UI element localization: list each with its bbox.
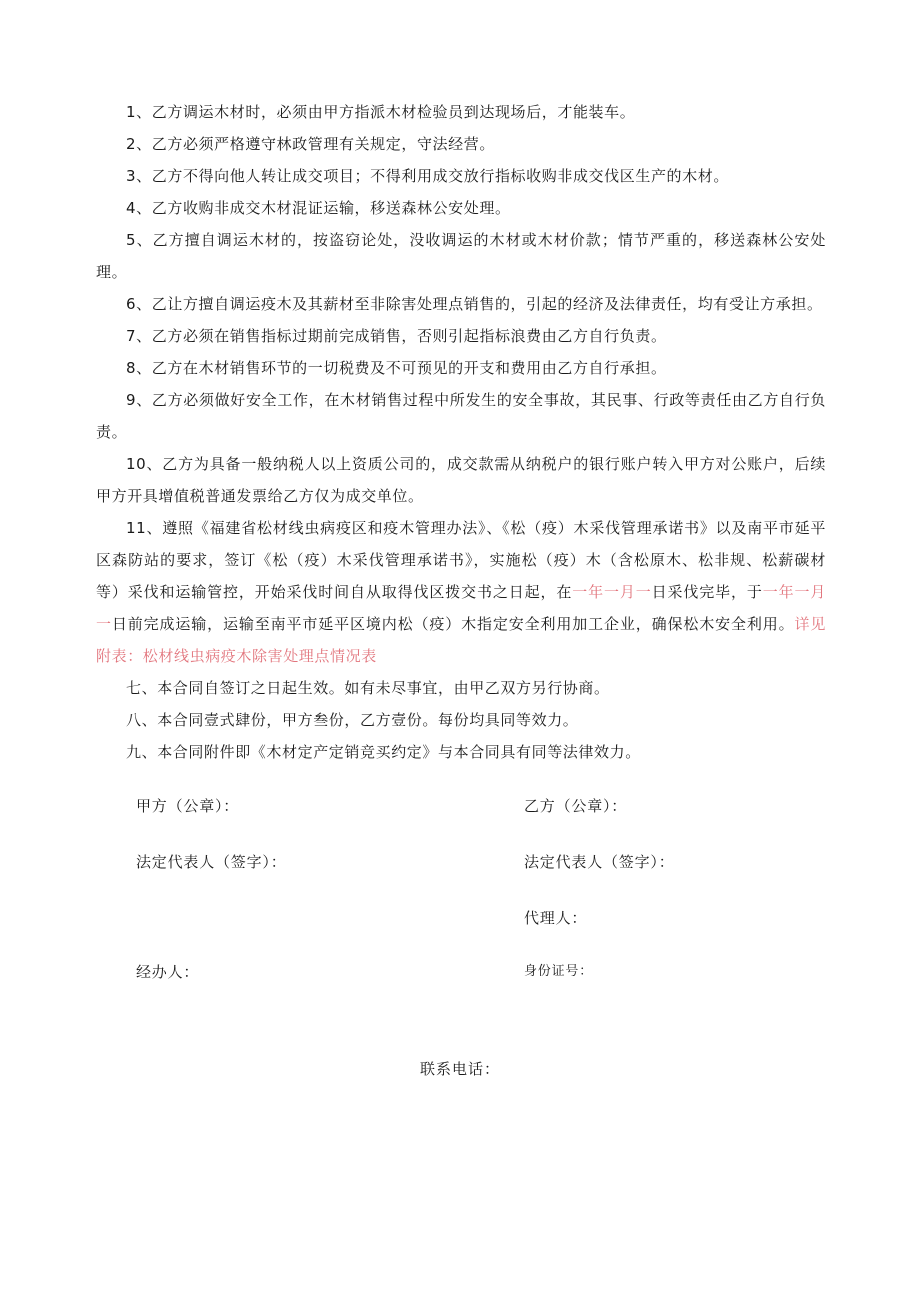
clause-text: 11、遵照《福建省松材线虫病疫区和疫木管理办法》、《松（疫）木采伐管理承诺书》以及南平市延平区森防站的要求，签订《松（疫）木采伐管理承诺书》，实施松（疫）木（含松原木、松非规、松薪碳材等）采伐和运输管控，开始采伐时间自从取得伐区拨交书之日起，在	[96, 519, 826, 601]
party-a-seal-label: 甲方（公章）：	[136, 797, 240, 815]
clause-text: 1、乙方调运木材时，必须由甲方指派木材检验员到达现场后，才能装车。	[126, 103, 636, 121]
clause-text: 七、本合同自签订之日起生效。如有未尽事宜，由甲乙双方另行协商。	[126, 679, 610, 697]
clause-paragraph	[96, 160, 826, 192]
clause-paragraph	[96, 736, 826, 768]
highlighted-text: 详见附表：松材线虫病疫木除害处理点情况表	[96, 615, 827, 665]
clause-paragraph	[96, 128, 826, 160]
clause-text: 日前完成运输，运输至南平市延平区境内松（疫）木指定安全利用加工企业，确保松木安全利用。	[111, 615, 795, 633]
clause-paragraph	[96, 224, 826, 288]
clause-paragraph	[96, 96, 826, 128]
clause-text: 6、乙让方擅自调运疫木及其薪材至非除害处理点销售的，引起的经济及法律责任，均有受让方承担。	[126, 295, 823, 313]
party-b-rep-label: 法定代表人（签字）：	[524, 853, 675, 871]
clause-text: 4、乙方收购非成交木材混证运输，移送森林公安处理。	[126, 199, 511, 217]
highlighted-text: 一年一月一	[572, 583, 652, 601]
id-number-label: 身份证号：	[524, 964, 594, 979]
clause-text: 7、乙方必须在销售指标过期前完成销售，否则引起指标浪费由乙方自行负责。	[126, 327, 667, 345]
contract-terms	[96, 96, 826, 768]
clause-text: 8、乙方在木材销售环节的一切税费及不可预见的开支和费用由乙方自行承担。	[126, 359, 667, 377]
clause-text: 2、乙方必须严格遵守林政管理有关规定，守法经营。	[126, 135, 495, 153]
clause-text: 10、乙方为具备一般纳税人以上资质公司的，成交款需从纳税户的银行账户转入甲方对公账户，后续甲方开具增值税普通发票给乙方仅为成交单位。	[96, 455, 826, 505]
clause-paragraph	[96, 288, 826, 320]
clause-text: 八、本合同壹式肆份，甲方叁份，乙方壹份。每份均具同等效力。	[126, 711, 579, 729]
highlighted-text: 一年一月一	[96, 583, 826, 633]
handler-label: 经办人：	[136, 963, 200, 981]
clause-paragraph	[96, 320, 826, 352]
party-b-seal-label: 乙方（公章）：	[524, 797, 628, 815]
clause-paragraph	[96, 192, 826, 224]
clause-paragraph	[96, 352, 826, 384]
clause-paragraph	[96, 448, 826, 512]
clause-text: 九、本合同附件即《木材定产定销竞买约定》与本合同具有同等法律效力。	[126, 743, 641, 761]
clause-text: 3、乙方不得向他人转让成交项目；不得利用成交放行指标收购非成交伐区生产的木材。	[126, 167, 729, 185]
clause-paragraph	[96, 672, 826, 704]
contact-phone-label: 联系电话：	[419, 1060, 500, 1078]
clause-paragraph	[96, 704, 826, 736]
party-a-rep-label: 法定代表人（签字）：	[136, 853, 287, 871]
agent-label: 代理人：	[524, 909, 588, 927]
clause-text: 5、乙方擅自调运木材的，按盗窃论处，没收调运的木材或木材价款；情节严重的，移送森林公安处理。	[96, 231, 826, 281]
clause-paragraph	[96, 384, 826, 448]
clause-paragraph	[96, 512, 826, 672]
clause-text: 9、乙方必须做好安全工作，在木材销售过程中所发生的安全事故，其民事、行政等责任由乙方自行负责。	[96, 391, 826, 441]
clause-text: 日采伐完毕，于	[651, 583, 763, 601]
signature-block	[96, 790, 826, 1010]
